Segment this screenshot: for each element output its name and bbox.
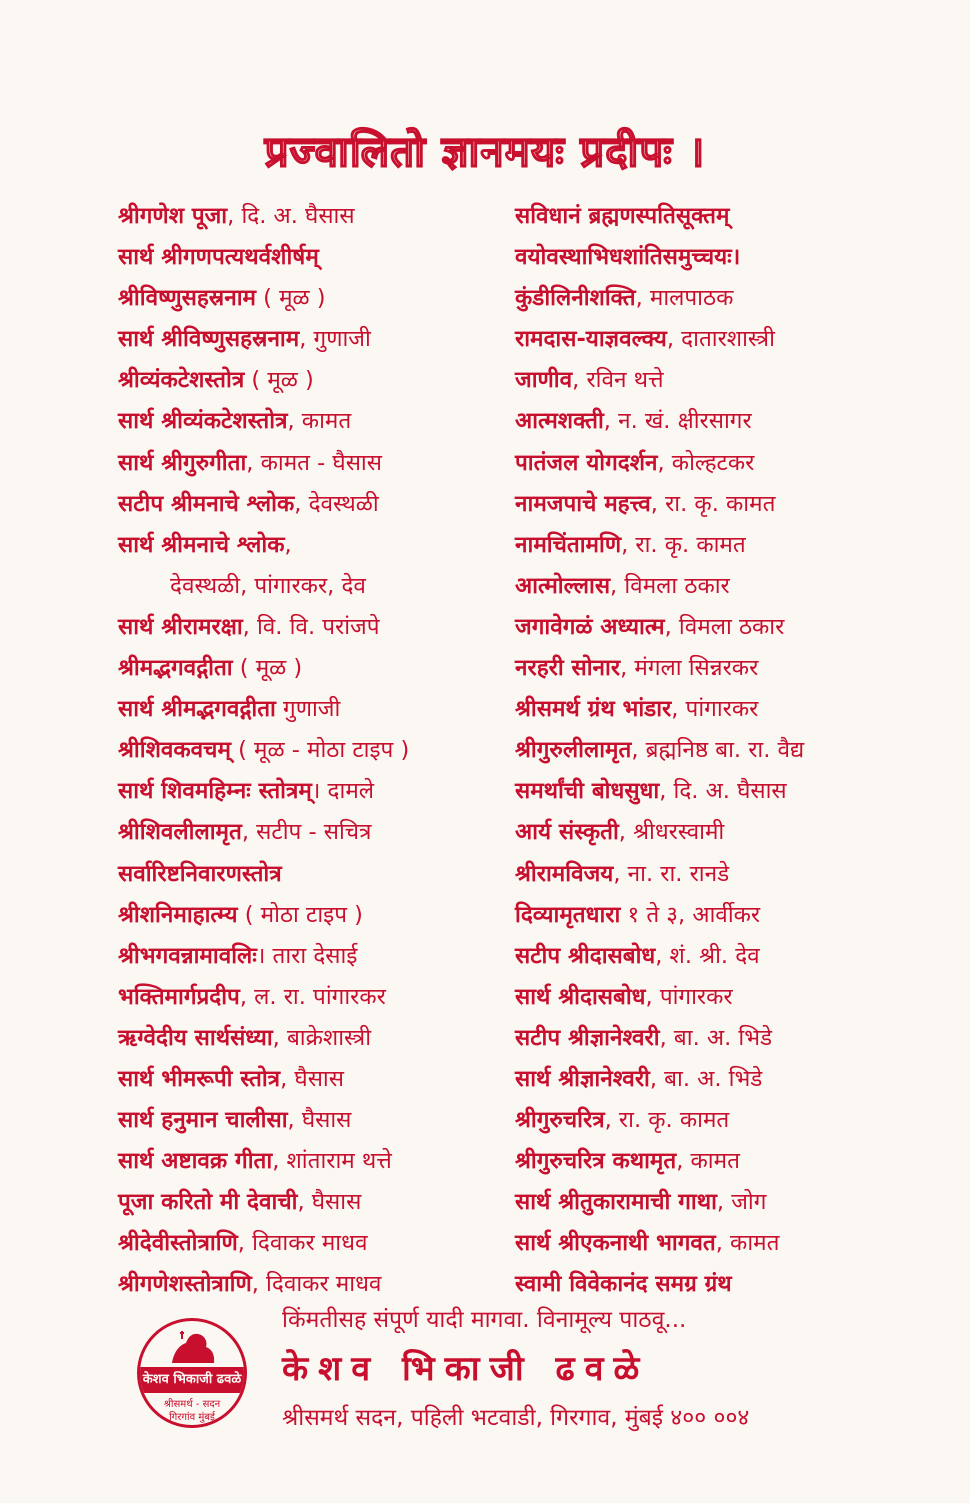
book-title: श्रीगुरुचरित्र (515, 1107, 605, 1134)
book-list-item (118, 443, 498, 484)
book-author: , रा. कृ. कामत (604, 1107, 730, 1134)
book-author: गुणाजी (275, 696, 341, 723)
book-title: सार्थ श्रीदासबोध (515, 983, 646, 1010)
book-title: जाणीव (515, 367, 573, 394)
book-title: भक्तिमार्गप्रदीप (118, 983, 240, 1010)
book-list-item (515, 936, 955, 977)
book-title: आत्मोल्लास (515, 572, 611, 599)
book-title: सार्थ अष्टावक्र गीता (118, 1148, 273, 1175)
book-list-item (515, 278, 955, 319)
book-author: १ ते ३, आर्वीकर (620, 901, 761, 928)
book-title: श्रीशिवलीलामृत (118, 819, 242, 846)
book-author: , ना. रा. रानडे (613, 860, 730, 887)
book-list-item (515, 443, 955, 484)
book-author: , देवस्थळी (294, 490, 379, 517)
book-author: , कोल्हटकर (657, 449, 755, 476)
book-title: सार्थ श्रीज्ञानेश्वरी (515, 1065, 650, 1092)
book-author: , कामत (715, 1230, 780, 1257)
book-title: श्रीशनिमाहात्म्य (118, 901, 238, 928)
page-title: प्रज्वालितो ज्ञानमयः प्रदीपः । (264, 127, 706, 176)
book-title: श्रीगणेशस्तोत्राणि (118, 1271, 252, 1298)
publisher-address: श्रीसमर्थ सदन, पहिली भटवाडी, गिरगाव, मुंबई ४०० ००४ (282, 1405, 750, 1431)
book-list-item (118, 1223, 498, 1264)
book-author: , ब्रह्मनिष्ठ बा. रा. वैद्य (631, 737, 805, 764)
book-author: । दामले (311, 778, 375, 805)
book-author: , कामत - घैसास (246, 449, 382, 476)
book-author: ( मूळ ) (232, 655, 303, 682)
book-list-item (515, 648, 955, 689)
book-list-item (515, 237, 955, 278)
book-title: रामदास-याज्ञवल्क्य (515, 326, 667, 353)
book-title: कुंडीलिनीशक्ति (515, 285, 636, 312)
book-list-item (118, 401, 498, 442)
book-author: , न. खं. क्षीरसागर (603, 408, 752, 435)
book-title: आत्मशक्ती (515, 408, 604, 435)
book-list-item (118, 689, 498, 730)
book-author: , जोग (716, 1189, 767, 1216)
book-list-item (118, 196, 498, 237)
book-title: सार्थ श्रीव्यंकटेशस्तोत्र (118, 408, 288, 435)
book-title: नामचिंतामणि (515, 531, 622, 558)
book-title: सटीप श्रीज्ञानेश्वरी (515, 1024, 660, 1051)
book-list-item (515, 1059, 955, 1100)
book-title: सविधानं ब्रह्मणस्पतिसूक्तम् (515, 203, 730, 229)
book-title: सार्थ शिवमहिम्नः स्तोत्रम् (118, 778, 312, 805)
book-title: पातंजल योगदर्शन (515, 449, 658, 476)
seal-band-text: केशव भिकाजी ढवळे (137, 1367, 247, 1393)
book-title: सार्थ श्रीतुकारामाची गाथा (515, 1189, 717, 1216)
book-list-item (515, 1100, 955, 1141)
book-list-item (515, 525, 955, 566)
book-list-item (515, 812, 955, 853)
book-title: सार्थ श्रीगणपत्यथर्वशीर्षम् (118, 244, 319, 271)
book-list-item (515, 1182, 955, 1223)
book-list-item (118, 1264, 498, 1305)
book-list-item (515, 1141, 955, 1182)
book-list-item (515, 730, 955, 771)
publisher-name: केशव भिकाजी ढवळे (282, 1349, 650, 1389)
book-list-item (118, 812, 498, 853)
book-title: श्रीशिवकवचम् (118, 737, 231, 764)
book-list-item (118, 1018, 498, 1059)
book-list-item (118, 771, 498, 812)
book-title: समर्थांची बोधसुधा (515, 778, 660, 805)
book-list-item (118, 1059, 498, 1100)
book-title: सार्थ भीमरूपी स्तोत्र (118, 1065, 281, 1092)
seal-line-1: श्रीसमर्थ - सदन (163, 1399, 221, 1410)
book-author: , बाक्रेशास्त्री (272, 1024, 372, 1051)
book-author: ( मूळ ) (244, 367, 314, 394)
book-list-item (515, 771, 955, 812)
book-list-item (515, 977, 955, 1018)
book-title: सटीप श्रीदासबोध (515, 942, 656, 969)
book-list-item (118, 319, 498, 360)
book-list-item (118, 1141, 498, 1182)
book-author: , दिवाकर माधव (237, 1230, 368, 1257)
book-author: देवस्थळी, पांगारकर, देव (170, 572, 366, 599)
book-title: श्रीगुरुलीलामृत (515, 737, 632, 764)
book-list-item (515, 196, 955, 237)
book-title: श्रीगुरुचरित्र कथामृत (515, 1148, 677, 1175)
book-author: , दि. अ. घैसास (659, 778, 787, 805)
book-list-item (118, 854, 498, 895)
book-list-item (118, 278, 498, 319)
book-list-item (118, 237, 498, 278)
book-list-item (118, 566, 498, 607)
book-list-item (118, 936, 498, 977)
book-list-item (515, 319, 955, 360)
book-author: , शांताराम थत्ते (272, 1148, 392, 1175)
book-list-item (118, 648, 498, 689)
book-author: , घैसास (280, 1065, 344, 1092)
book-author: , पांगारकर (645, 983, 733, 1010)
book-title: श्रीमद्भगवद्गीता (118, 655, 233, 682)
book-title: नरहरी सोनार (515, 655, 621, 682)
book-list-item (118, 484, 498, 525)
book-author: ( मूळ ) (255, 285, 326, 312)
book-list-item (118, 1182, 498, 1223)
seal-emblem-icon (168, 1329, 218, 1365)
book-author: । तारा देसाई (256, 942, 358, 969)
book-title: श्रीभगवन्नामावलिः (118, 942, 257, 969)
book-author: , गुणाजी (299, 326, 371, 353)
book-list-item (515, 607, 955, 648)
book-title: सार्थ श्रीएकनाथी भागवत (515, 1230, 716, 1257)
book-title: आर्य संस्कृती (515, 819, 619, 846)
book-list-item (515, 360, 955, 401)
book-list-item (515, 1264, 955, 1305)
book-title: श्रीदेवीस्तोत्राणि (118, 1230, 238, 1257)
book-title: दिव्यामृतधारा (515, 901, 621, 928)
book-author: , मालपाठक (635, 285, 734, 312)
book-author: , सटीप - सचित्र (241, 819, 372, 846)
book-title: सार्थ श्रीगुरुगीता (118, 449, 247, 476)
book-author: ( मोठा टाइप ) (237, 901, 363, 928)
book-list-item (118, 360, 498, 401)
book-list-item (118, 977, 498, 1018)
book-title: सार्थ श्रीमद्भगवद्गीता (118, 696, 276, 723)
book-list-item (118, 525, 498, 566)
book-title: स्वामी विवेकानंद समग्र ग्रंथ (515, 1271, 732, 1298)
book-list-item (118, 730, 498, 771)
book-author: , विमला ठकार (610, 572, 730, 599)
book-list-left (118, 196, 498, 1306)
book-author: , (284, 531, 292, 558)
book-author: , पांगारकर (671, 696, 759, 723)
book-list-item (515, 566, 955, 607)
book-list-item (515, 895, 955, 936)
book-title: श्रीसमर्थ ग्रंथ भांडार (515, 696, 672, 723)
book-author: , रा. कृ. कामत (621, 531, 746, 558)
book-author: ( मूळ - मोठा टाइप ) (230, 737, 410, 764)
book-list-item (515, 854, 955, 895)
book-title: श्रीरामविजय (515, 860, 614, 887)
book-title: सटीप श्रीमनाचे श्लोक (118, 490, 295, 517)
book-title: सार्थ हनुमान चालीसा (118, 1107, 288, 1134)
book-author: , कामत (287, 408, 352, 435)
book-title: सर्वारिष्टनिवारणस्तोत्र (118, 860, 282, 887)
book-title: नामजपाचे महत्त्व (515, 490, 651, 517)
book-list-item (515, 1018, 955, 1059)
book-list-item (118, 607, 498, 648)
book-title: सार्थ श्रीमनाचे श्लोक (118, 531, 285, 558)
book-author: , श्रीधरस्वामी (618, 819, 725, 846)
seal-line-2: गिरगांव मुंबई (169, 1412, 215, 1423)
book-author: , विमला ठकार (664, 613, 785, 640)
book-list-item (515, 401, 955, 442)
book-author: , घैसास (297, 1189, 362, 1216)
book-author: , मंगला सिन्नरकर (620, 655, 759, 682)
book-list-item (515, 1223, 955, 1264)
book-list-right (515, 196, 955, 1306)
book-list-item (118, 895, 498, 936)
book-list-item (118, 1100, 498, 1141)
book-list-item (515, 689, 955, 730)
book-author: , वि. वि. परांजपे (242, 613, 380, 640)
book-author: , रा. कृ. कामत (650, 490, 776, 517)
publisher-seal (137, 1318, 247, 1428)
book-title: श्रीगणेश पूजा (118, 203, 228, 229)
book-title: जगावेगळं अध्यात्म (515, 613, 665, 640)
book-list-item (515, 484, 955, 525)
book-author: , रविन थत्ते (572, 367, 664, 394)
book-title: श्रीविष्णुसहस्रनाम (118, 285, 256, 312)
book-author: , कामत (676, 1148, 740, 1175)
book-title: सार्थ श्रीरामरक्षा (118, 613, 243, 640)
book-title: ऋग्वेदीय सार्थसंध्या (118, 1024, 273, 1051)
book-author: , बा. अ. भिडे (649, 1065, 763, 1092)
book-author: , दि. अ. घैसास (227, 203, 355, 229)
book-author: , दिवाकर माधव (251, 1271, 382, 1298)
book-author: , शं. श्री. देव (655, 942, 760, 969)
book-title: वयोवस्थाभिधशांतिसमुच्चयः। (515, 244, 741, 271)
book-author: , दातारशास्त्री (666, 326, 775, 353)
book-author: , घैसास (287, 1107, 352, 1134)
book-title: पूजा करितो मी देवाची (118, 1189, 298, 1216)
book-author: , ल. रा. पांगारकर (239, 983, 386, 1010)
catalog-note: किंमतीसह संपूर्ण यादी मागवा. विनामूल्य पाठवू... (282, 1307, 687, 1333)
book-author: , बा. अ. भिडे (659, 1024, 773, 1051)
book-title: श्रीव्यंकटेशस्तोत्र (118, 367, 245, 394)
book-title: सार्थ श्रीविष्णुसहस्रनाम (118, 326, 300, 353)
